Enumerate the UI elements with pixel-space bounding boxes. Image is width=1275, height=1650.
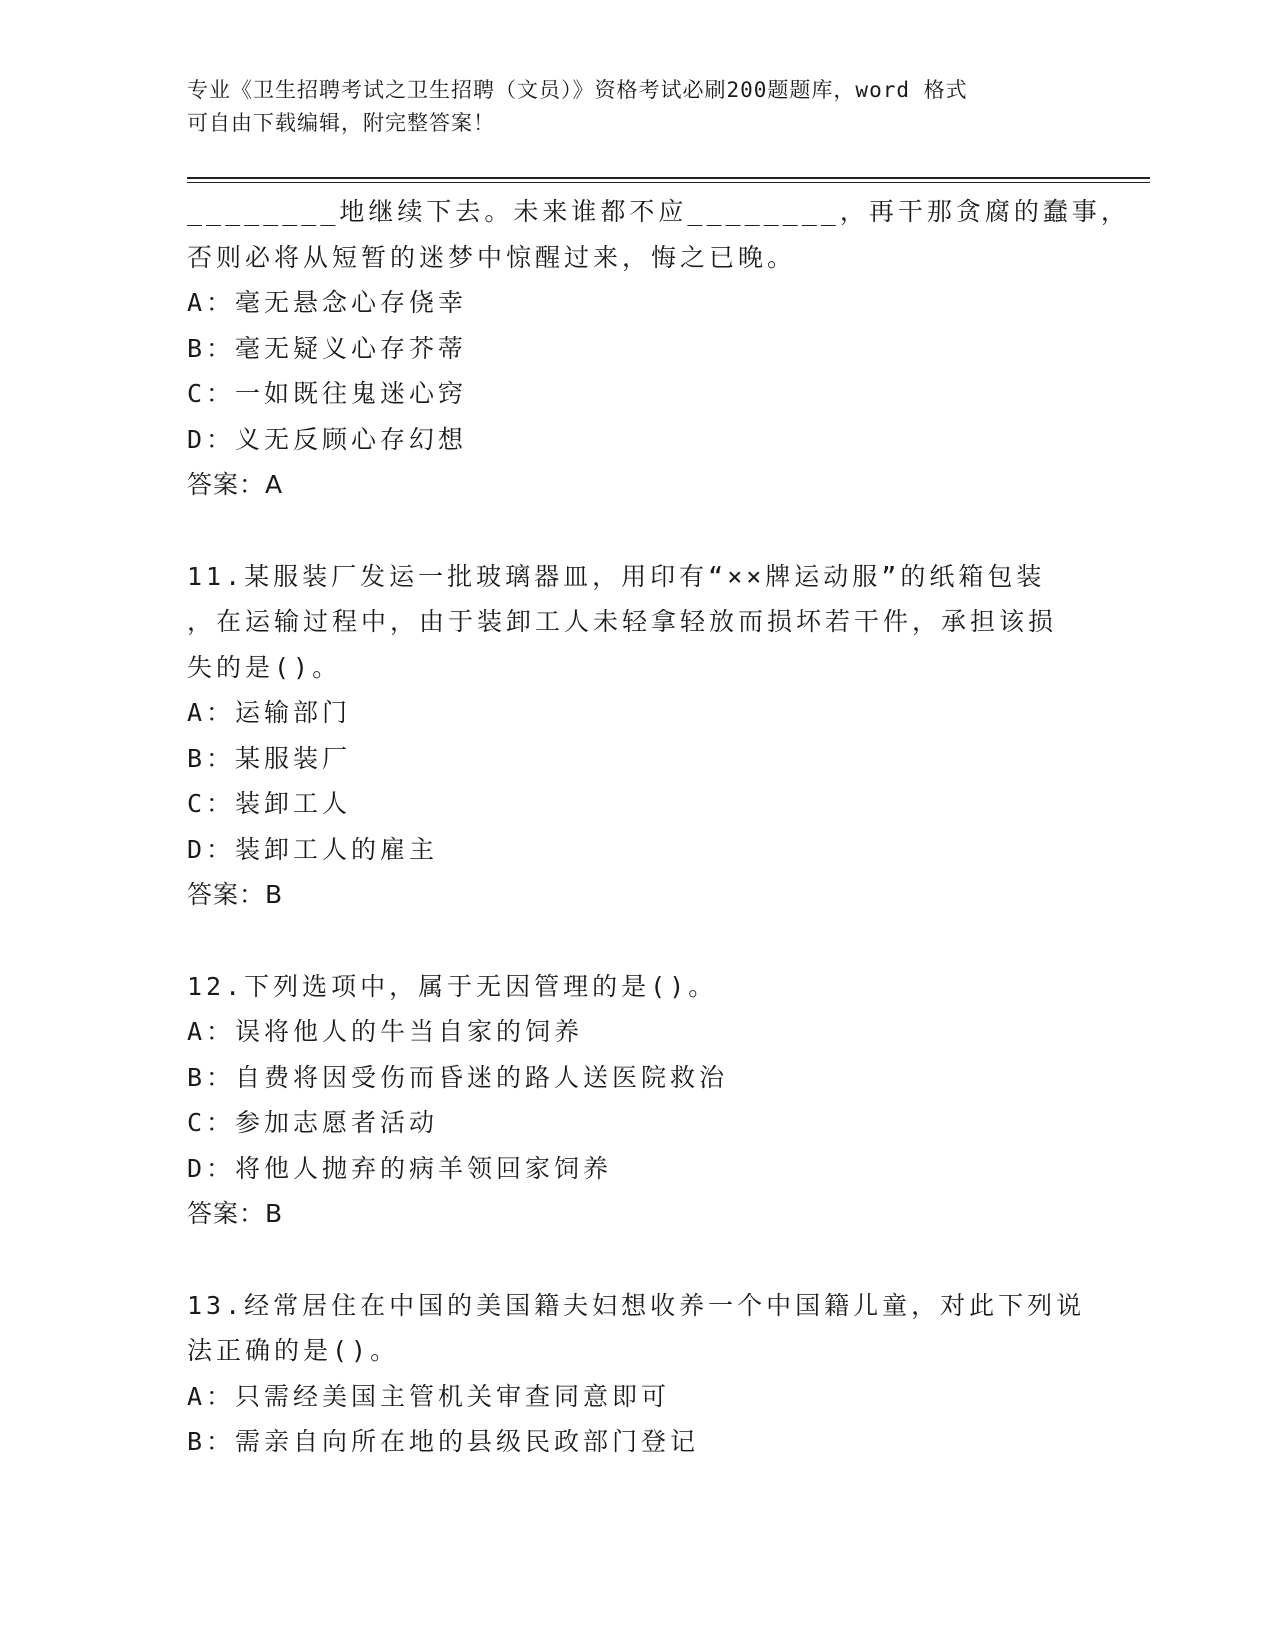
option-c: C：一如既往鬼迷心窍 <box>187 379 468 408</box>
question-stem-line: 否则必将从短暂的迷梦中惊醒过来，悔之已晚。 <box>187 242 797 272</box>
option-d: D：将他人抛弃的病羊领回家饲养 <box>187 1153 613 1183</box>
header-divider-thin <box>187 182 1150 183</box>
question-spacer <box>187 918 1087 964</box>
option-b: B：某服装厂 <box>187 743 352 773</box>
question-stem-line: ，在运输过程中，由于装卸工人未轻拿轻放而损坏若干件，承担该损 <box>187 607 1058 636</box>
question-10 <box>187 189 1130 508</box>
question-spacer <box>187 1237 1087 1283</box>
option-b: B：毫无疑义心存芥蒂 <box>187 333 468 363</box>
option-c: C：参加志愿者活动 <box>187 1108 439 1137</box>
option-a: A：误将他人的牛当自家的饲养 <box>187 1017 584 1046</box>
question-list <box>187 189 1130 1465</box>
question-stem-line: 12.下列选项中，属于无因管理的是()。 <box>187 971 718 1001</box>
option-a: A：毫无悬念心存侥幸 <box>187 288 468 317</box>
header-divider-thick <box>187 177 1150 179</box>
question-stem-line: ________地继续下去。未来谁都不应________，再干那贪腐的蠢事， <box>187 197 1130 226</box>
option-c: C：装卸工人 <box>187 789 352 818</box>
answer-line: 答案：A <box>187 470 284 499</box>
option-d: D：义无反顾心存幻想 <box>187 424 468 454</box>
question-12 <box>187 964 1087 1237</box>
question-stem-line: 法正确的是()。 <box>187 1336 400 1365</box>
question-stem-line: 11.某服装厂发运一批玻璃器皿，用印有“××牌运动服”的纸箱包装 <box>187 561 1046 591</box>
answer-line: 答案：B <box>187 1199 284 1228</box>
answer-line: 答案：B <box>187 880 284 909</box>
option-a: A：运输部门 <box>187 698 352 727</box>
document-header <box>187 74 1067 140</box>
question-stem-line: 失的是()。 <box>187 652 342 682</box>
option-a: A：只需经美国主管机关审查同意即可 <box>187 1381 671 1411</box>
header-title-line-1: 专业《卫生招聘考试之卫生招聘（文员）》资格考试必刷200题题库，word 格式 <box>187 78 968 102</box>
option-b: B：需亲自向所在地的县级民政部门登记 <box>187 1427 700 1456</box>
header-title-line-2: 可自由下载编辑，附完整答案！ <box>187 111 495 135</box>
question-stem-line: 13.经常居住在中国的美国籍夫妇想收养一个中国籍儿童，对此下列说 <box>187 1290 1086 1320</box>
option-b: B：自费将因受伤而昏迷的路人送医院救治 <box>187 1062 729 1092</box>
question-11 <box>187 554 1087 918</box>
option-d: D：装卸工人的雇主 <box>187 834 439 864</box>
question-spacer <box>187 508 1087 554</box>
question-13 <box>187 1283 1087 1465</box>
